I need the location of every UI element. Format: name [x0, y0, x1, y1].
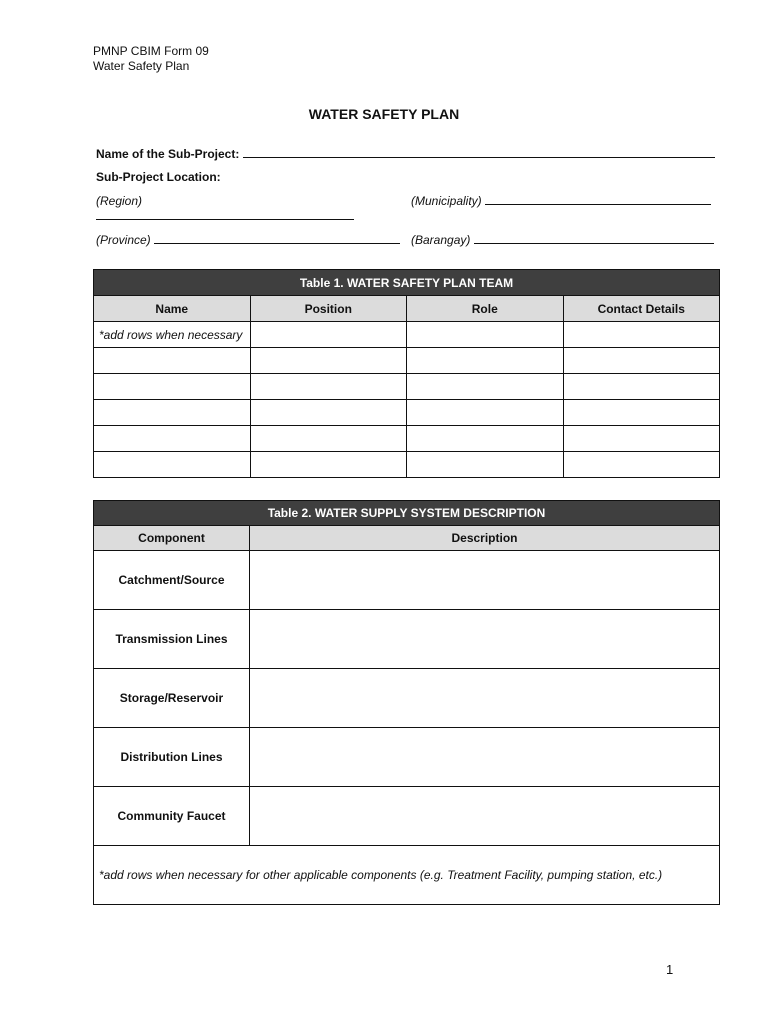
- region-label: (Region): [96, 194, 143, 208]
- component-storage-reservoir: Storage/Reservoir: [94, 669, 250, 728]
- form-name: Water Safety Plan: [93, 59, 190, 73]
- page-title: WATER SAFETY PLAN: [308, 106, 460, 122]
- table-row: [94, 610, 720, 669]
- table-row: [94, 846, 720, 905]
- form-header: [93, 44, 209, 74]
- table-cell[interactable]: [250, 452, 407, 478]
- description-cell[interactable]: [250, 551, 720, 610]
- description-cell[interactable]: [250, 787, 720, 846]
- table-cell[interactable]: [250, 426, 407, 452]
- table-row: [94, 787, 720, 846]
- table-cell[interactable]: [563, 348, 720, 374]
- description-cell[interactable]: [250, 610, 720, 669]
- component-distribution-lines: Distribution Lines: [94, 728, 250, 787]
- description-cell[interactable]: [250, 669, 720, 728]
- subproject-name-field[interactable]: [243, 147, 715, 158]
- barangay-field[interactable]: [474, 233, 714, 244]
- table-row: [94, 348, 720, 374]
- municipality-label: (Municipality): [411, 194, 482, 208]
- table-cell[interactable]: [563, 426, 720, 452]
- table-cell[interactable]: [94, 426, 251, 452]
- province-label: (Province): [96, 233, 151, 247]
- table-cell[interactable]: [407, 322, 564, 348]
- team-table-note: *add rows when necessary: [94, 322, 251, 348]
- col-contact-details: Contact Details: [563, 296, 720, 322]
- component-transmission-lines: Transmission Lines: [94, 610, 250, 669]
- table-cell[interactable]: [250, 322, 407, 348]
- table-cell[interactable]: [94, 374, 251, 400]
- col-description: Description: [250, 526, 720, 551]
- table-row: [94, 374, 720, 400]
- table-cell[interactable]: [94, 452, 251, 478]
- page-number: 1: [666, 962, 674, 977]
- table-cell[interactable]: [250, 400, 407, 426]
- col-component: Component: [94, 526, 250, 551]
- col-name: Name: [94, 296, 251, 322]
- region-field[interactable]: [96, 209, 354, 220]
- component-community-faucet: Community Faucet: [94, 787, 250, 846]
- table-row: [94, 551, 720, 610]
- team-table: [93, 269, 720, 478]
- barangay-row: [411, 233, 714, 247]
- table-row: [94, 426, 720, 452]
- description-cell[interactable]: [250, 728, 720, 787]
- subproject-row: [96, 147, 715, 161]
- province-row: [96, 233, 400, 247]
- municipality-row: [411, 194, 711, 208]
- table-cell[interactable]: [407, 374, 564, 400]
- component-catchment-source: Catchment/Source: [94, 551, 250, 610]
- system-table-caption: Table 2. WATER SUPPLY SYSTEM DESCRIPTION: [94, 501, 720, 526]
- col-role: Role: [407, 296, 564, 322]
- location-label: Sub-Project Location:: [96, 170, 221, 184]
- table-cell[interactable]: [250, 374, 407, 400]
- table-row: [94, 728, 720, 787]
- table-row: [94, 322, 720, 348]
- team-table-caption: Table 1. WATER SAFETY PLAN TEAM: [94, 270, 720, 296]
- table-cell[interactable]: [407, 400, 564, 426]
- table-cell[interactable]: [407, 426, 564, 452]
- table-cell[interactable]: [250, 348, 407, 374]
- col-position: Position: [250, 296, 407, 322]
- table-row: [94, 400, 720, 426]
- table-cell[interactable]: [407, 452, 564, 478]
- table-cell[interactable]: [407, 348, 564, 374]
- municipality-field[interactable]: [485, 194, 711, 205]
- table-cell[interactable]: [94, 348, 251, 374]
- barangay-label: (Barangay): [411, 233, 471, 247]
- table-cell[interactable]: [563, 322, 720, 348]
- region-row: [96, 194, 142, 208]
- system-description-table: [93, 500, 720, 905]
- system-table-note: *add rows when necessary for other applicable components (e.g. Treatment Facility, pumping station, etc.): [94, 846, 720, 905]
- province-field[interactable]: [154, 233, 400, 244]
- subproject-label: Name of the Sub-Project:: [96, 147, 240, 161]
- table-cell[interactable]: [94, 400, 251, 426]
- table-row: [94, 669, 720, 728]
- table-cell[interactable]: [563, 400, 720, 426]
- table-row: [94, 452, 720, 478]
- form-code: PMNP CBIM Form 09: [93, 44, 209, 58]
- table-cell[interactable]: [563, 374, 720, 400]
- table-cell[interactable]: [563, 452, 720, 478]
